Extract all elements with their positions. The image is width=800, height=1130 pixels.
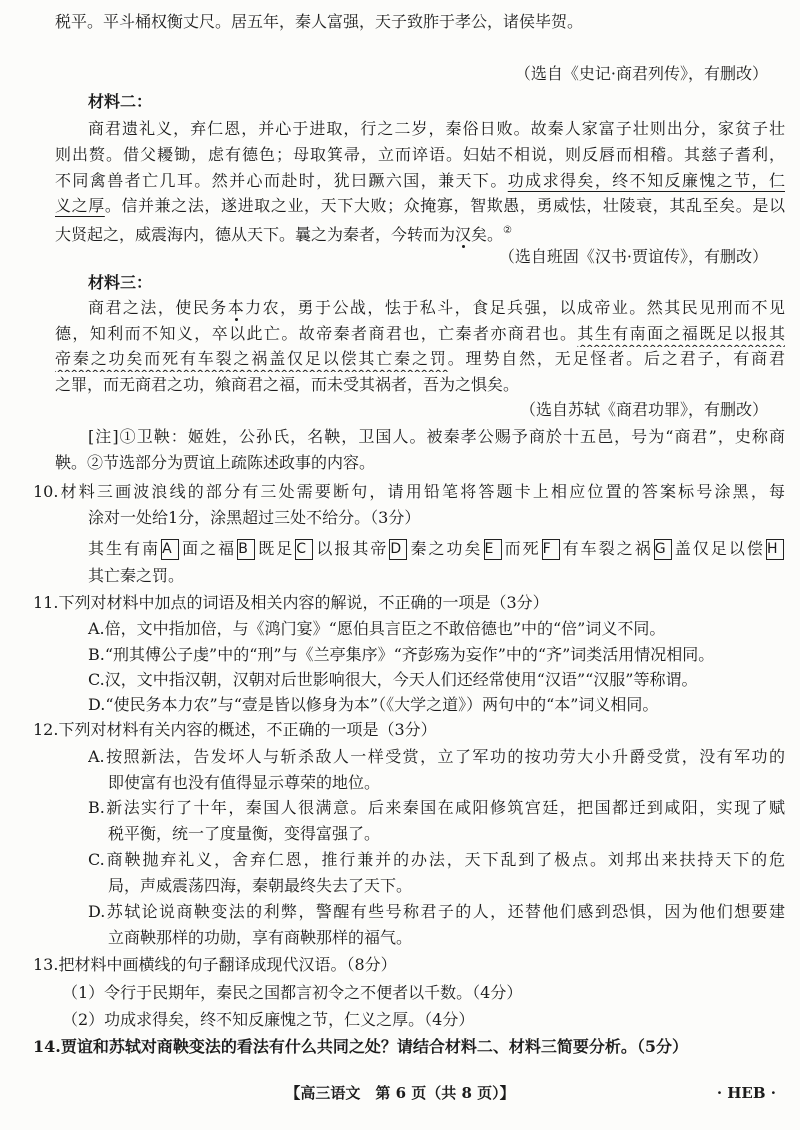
text-run: 。信并兼之法，遂进取之业，天下大败；众掩寡，智欺愚，勇威怯，壮陵衰，其乱至矣。是以	[104, 196, 785, 215]
q11-stem: 11.下列对材料中加点的词语及相关内容的解说，不正确的一项是（3分）	[33, 593, 549, 612]
q13-stem: 13.把材料中画横线的句子翻译成现代汉语。（8分）	[33, 955, 397, 974]
q11-option-b: B.“刑其傅公子虔”中的“刑”与《兰亭集序》“齐彭殇为妄作”中的“齐”词类活用情况相同。	[88, 645, 715, 664]
q10-passage-end: 其亡秦之罚。	[88, 566, 185, 585]
material2-line-5	[55, 218, 512, 244]
answer-box-b: B	[237, 539, 255, 560]
page-footer-label: 【高三语文 第 6 页（共 8 页）】	[285, 1084, 515, 1102]
q12-option-d-line-2: 立商鞅那样的功勋，享有商鞅那样的福气。	[108, 928, 413, 947]
answer-box-h: H	[766, 539, 784, 560]
text-run: 不同禽兽者亡几耳。然并心而赴时，犹曰蹶六国，兼天下。	[55, 171, 508, 190]
passage-part: 既足	[256, 539, 295, 558]
text-run: 则出赘。借父耰锄，虑有德色；母取箕帚，立而谇语。妇姑不相说，则反唇而相稽。其慈子耆利，	[55, 145, 785, 164]
text-run: 力农，勇于公战，怯于私斗，食足兵强，以成帝业。然其民见刑而不见	[245, 298, 785, 317]
answer-box-c: C	[295, 539, 313, 560]
material1-source: （选自《史记·商君列传》，有删改）	[514, 64, 768, 83]
q12-option-a-line-1: A.按照新法，告发坏人与斩杀敌人一样受赏，立了军功的按功劳大小升爵受赏，没有军功的	[88, 747, 785, 766]
q11-option-c: C.汉，文中指汉朝，汉朝对后世影响很大，今天人们还经常使用“汉语”“汉服”等称谓。	[88, 670, 698, 689]
wavy-underlined-passage: 其生有南面之福既足以报其	[577, 324, 785, 343]
q13-item-2: （2）功成求得矣，终不知反廉愧之节，仁义之厚。（4分）	[62, 1010, 475, 1029]
material2-line-3	[55, 168, 785, 194]
answer-box-a: A	[161, 539, 179, 560]
q12-option-b-line-2: 税平衡，统一了度量衡，变得富强了。	[108, 824, 381, 843]
answer-box-e: E	[484, 539, 502, 560]
material2-line-2	[55, 142, 785, 168]
answer-box-f: F	[542, 539, 560, 560]
passage-part: 面之福	[180, 539, 237, 558]
passage-part: 秦之功矣	[408, 539, 483, 558]
material2-line-1	[88, 116, 785, 142]
passage-part: 盖仅足以偿	[672, 539, 765, 558]
material3-heading: 材料三：	[88, 273, 153, 292]
underlined-sentence: 义之厚	[55, 196, 105, 215]
material2-line-4	[55, 193, 785, 219]
underlined-sentence: 功成求得矣，终不知反廉愧之节，仁	[507, 171, 785, 190]
q12-option-b-line-1: B.新法实行了十年，秦国人很满意。后来秦国在咸阳修筑宫廷，把国都迁到咸阳，实现了赋	[88, 798, 785, 817]
q13-item-1: （1）令行于民期年，秦民之国都言初令之不便者以千数。（4分）	[62, 983, 523, 1002]
answer-box-g: G	[654, 539, 672, 560]
q10-passage-line	[88, 535, 785, 563]
dotted-word: 汉	[455, 225, 472, 244]
material2-source: （选自班固《汉书·贾谊传》，有删改）	[498, 247, 768, 266]
q14-stem: 14.贾谊和苏轼对商鞅变法的看法有什么共同之处？请结合材料二、材料三简要分析。（5分）	[33, 1037, 688, 1056]
passage-part: 其生有南	[88, 539, 161, 558]
material3-line-1	[88, 295, 785, 321]
passage-part: 有车裂之祸	[560, 539, 653, 558]
q12-stem: 12.下列对材料有关内容的概述，不正确的一项是（3分）	[33, 720, 437, 739]
wavy-underlined-passage: 帝秦之功矣而死有车裂之祸盖仅足以偿其亡秦之罚	[55, 349, 448, 368]
footnote-marker: ②	[503, 225, 513, 236]
q12-option-d-line-1: D.苏轼论说商鞅变法的利弊，警醒有些号称君子的人，还替他们感到恐惧，因为他们想要建	[88, 902, 785, 921]
material1-last-line: 税平。平斗桶权衡丈尺。居五年，秦人富强，天子致胙于孝公，诸侯毕贺。	[55, 12, 584, 31]
material3-line-2	[55, 321, 785, 347]
text-run: 大贤起之，威震海内，德从天下。曩之为秦者，今转而为	[55, 225, 456, 244]
q11-option-d: D.“使民务本力农”与“壹是皆以修身为本”（《大学之道》）两句中的“本”词义相同。	[88, 695, 659, 714]
q12-option-c-line-1: C.商鞅抛弃礼义，舍弃仁恩，推行兼并的办法，天下乱到了极点。刘邦出来扶持天下的危	[88, 850, 785, 869]
page-footer-code: · HEB ·	[716, 1084, 776, 1102]
text-run: 矣。	[471, 225, 504, 244]
q10-stem-line-2: 涂对一处给1分，涂黑超过三处不给分。（3分）	[88, 508, 421, 527]
material3-line-4	[55, 372, 519, 398]
text-run: 商君之法，使民务	[88, 298, 228, 317]
material3-source: （选自苏轼《商君功罪》，有删改）	[519, 400, 768, 419]
text-run: 德，知利而不知义，卒以此亡。故帝秦者商君也，亡秦者亦商君也。	[55, 324, 578, 343]
passage-part: 而死	[502, 539, 541, 558]
q12-option-c-line-2: 局，声威震荡四海，秦朝最终失去了天下。	[108, 876, 413, 895]
text-run: 商君遗礼义，弃仁恩，并心于进取，行之二岁，秦俗日败。故秦人家富子壮则出分，家贫子壮	[88, 119, 785, 138]
material3-line-3	[55, 346, 785, 372]
text-run: 之罪，而无商君之功，飨商君之福，而未受其祸者，吾为之惧矣。	[55, 375, 520, 394]
material2-heading: 材料二：	[88, 92, 153, 111]
answer-box-d: D	[389, 539, 407, 560]
note-line-1: [注]①卫鞅：姬姓，公孙氏，名鞅，卫国人。被秦孝公赐予商於十五邑，号为“商君”，史称商	[88, 427, 785, 446]
text-run: 。理势自然，无足怪者。后之君子，有商君	[447, 349, 785, 368]
note-line-2: 鞅。②节选部分为贾谊上疏陈述政事的内容。	[55, 453, 376, 472]
q12-option-a-line-2: 即使富有也没有值得显示尊荣的地位。	[108, 773, 381, 792]
passage-part: 以报其帝	[314, 539, 389, 558]
dotted-word: 本	[227, 298, 246, 317]
q11-option-a: A.倍，文中指加倍，与《鸿门宴》“愿伯具言臣之不敢倍德也”中的“倍”词义不同。	[88, 619, 666, 638]
q10-stem-line-1: 10.材料三画波浪线的部分有三处需要断句，请用铅笔将答题卡上相应位置的答案标号涂黑，每	[33, 482, 785, 501]
